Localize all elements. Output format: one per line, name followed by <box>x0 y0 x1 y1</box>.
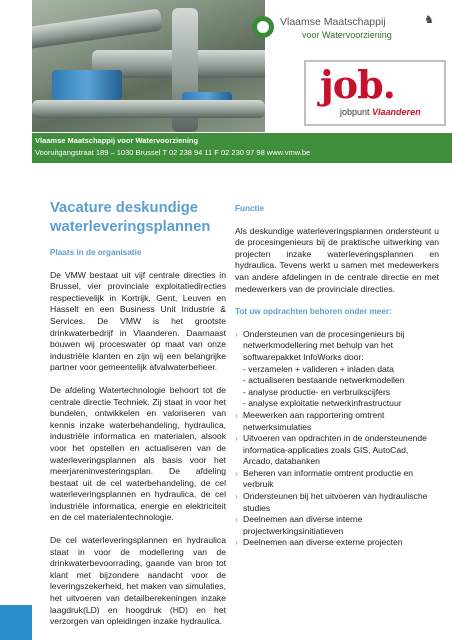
paragraph: De afdeling Watertechnologie behoort tot de centrale directie Techniek. Zij staat in voor het bundelen, ontwikkelen en valoriseren van kennis inzake waterbehandeling, hydraulica, industriële informatica en materialen, alsook voor het opstellen en actualiseren van de waterleveringsplannen als basis voor het meerjareninvesteringsplan. De afdeling bestaat uit de cel waterbehandeling, de cel waterleveringsplannen en hydraulica, de cel industriële informatica, energie en elektriciteit en de cel materialentechnologie. <box>50 384 226 523</box>
list-item: › Ondersteunen bij het uitvoeren van hydraulische studies <box>235 491 439 514</box>
section-heading-tasks: Tot uw opdrachten behoren onder meer: <box>235 307 392 317</box>
header-photo <box>32 0 265 132</box>
section-heading-function: Functie <box>235 204 265 213</box>
list-item: › Uitvoeren van opdrachten in de ondersteunende informatica-applicaties zoals GIS, AutoCad, Arcado, databanken <box>235 433 439 468</box>
sub-item: - analyse productie- en verbruikscijfers <box>243 386 391 397</box>
org-address: Vooruitgangstraat 189 – 1030 Brussel T 02 238 94 11 F 02 230 97 98 www.vmw.be <box>35 148 311 157</box>
left-column <box>50 199 226 628</box>
section-heading-organisation: Plaats in de organisatie <box>50 248 142 257</box>
vmw-logo-icon <box>252 16 274 38</box>
sub-item: - analyse exploitatie netwerkinfrastructuur <box>243 398 402 409</box>
list-item: › Ondersteunen van de procesingenieurs bij netwerkmodellering met behulp van het softwarepakket InfoWorks door: - verzamelen + valideren + inladen data - actualiseren bestaande netwerkmodellen - analyse productie- en verbruikscijfers - analyse exploitatie netwerkinfrastructuur <box>235 329 439 410</box>
sub-item: - actualiseren bestaande netwerkmodellen <box>243 375 405 386</box>
list-item: › Meewerken aan rapportering omtrent netwerksimulaties <box>235 410 439 433</box>
sub-item: - verzamelen + valideren + inladen data <box>243 363 394 374</box>
task-list <box>235 329 439 549</box>
right-column <box>235 199 439 549</box>
jobpunt-logo <box>304 60 446 126</box>
corner-accent <box>0 605 32 640</box>
flemish-lion-icon: ♞ <box>424 14 434 26</box>
vmw-logo <box>252 10 432 50</box>
brand-name: Vlaamse Maatschappij <box>280 16 386 28</box>
job-wordmark: job. <box>320 62 395 107</box>
list-item: › Beheren van informatie omtrent productie en verbruik <box>235 468 439 491</box>
paragraph: De cel waterleveringsplannen en hydraulica staat in voor de modellering van de drinkwaterbevoorrading, gaande van bron tot klant met bijzondere aandacht voor de leveringszekerheid, het maken van simulaties, het uitvoeren van detailberekeningen inzake laagdruk(LD) en hoogdruk (HD) en het verzorgen van opleidingen inzake hydraulica. <box>50 535 226 627</box>
org-name: Vlaamse Maatschappij voor Watervoorziening <box>35 136 199 145</box>
brand-subtitle: voor Watervoorziening <box>302 30 392 40</box>
vacancy-title: Vacature deskundige waterleveringsplannen <box>50 200 211 235</box>
paragraph: Als deskundige waterleveringsplannen ondersteunt u de procesingenieurs bij de praktische uitwerking van projecten inzake waterleveringsplannen en hydraulica. Tevens werkt u samen met medewerkers van andere afdelingen in de centrale directie en met medewerkers van de provinciale directies. <box>235 225 439 294</box>
paragraph: De VMW bestaat uit vijf centrale directies in Brussel, vier provinciale exploitatiedirecties respectievelijk in Kortrijk, Gent, Leuven en Hasselt en een Business Unit Industrie & Services. De VMW is het grootste drinkwaterbedrijf in Vlaanderen. Daarnaast bouwen wij proceswater op maat van onze industriële klanten en zijn wij een belangrijke partner voor gemeentelijk afvalwaterbeheer. <box>50 269 226 373</box>
list-item: › Deelnemen aan diverse externe projecten <box>235 537 439 549</box>
list-item: › Deelnemen aan diverse interne projectwerkingsinitiatieven <box>235 514 439 537</box>
job-tagline: jobpunt Vlaanderen <box>340 107 421 117</box>
org-banner <box>32 133 452 163</box>
